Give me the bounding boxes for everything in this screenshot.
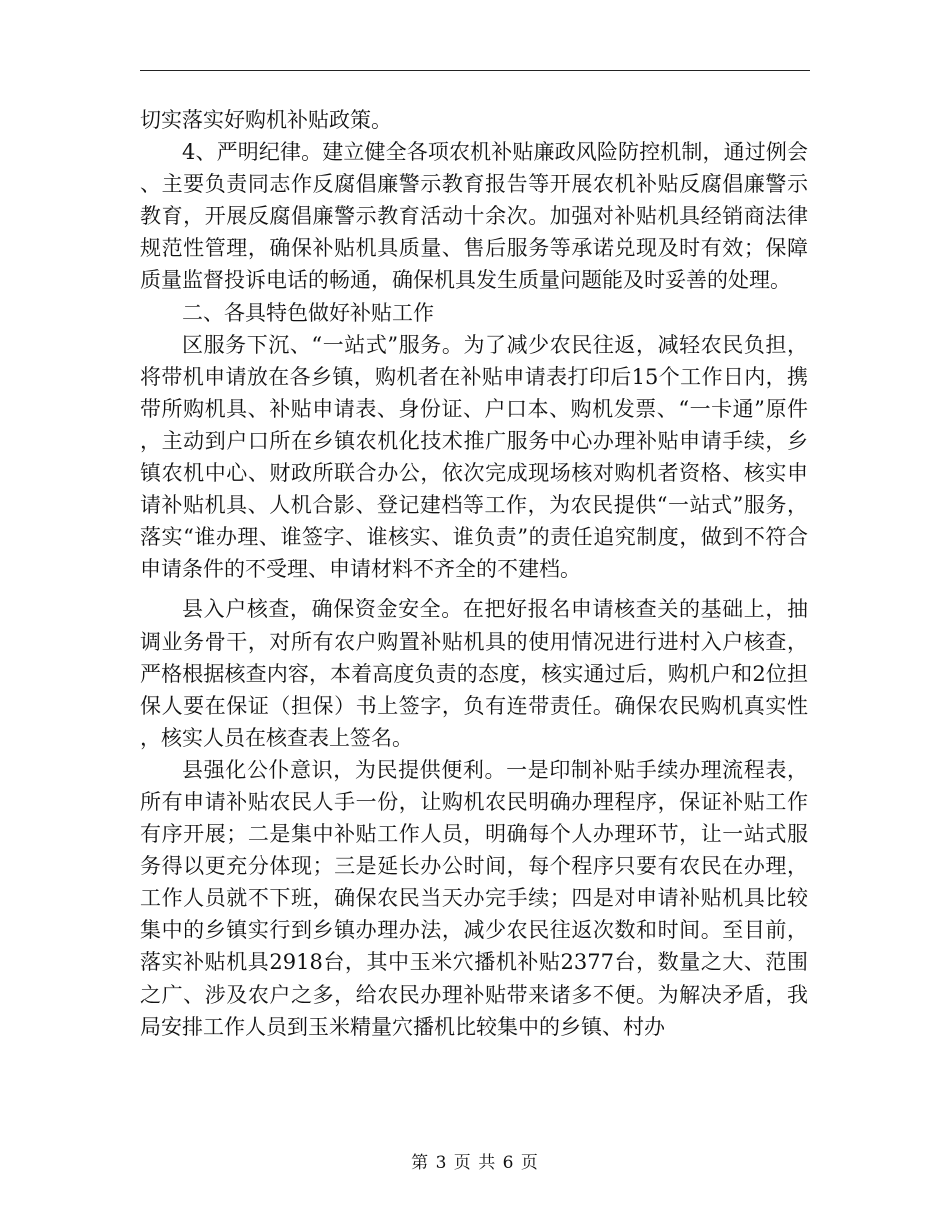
section-heading: 二、各具特色做好补贴工作	[182, 300, 434, 325]
paragraph-1: 切实落实好购机补贴政策。	[140, 108, 392, 132]
document-body	[140, 104, 808, 1043]
paragraph-5: 县强化公仆意识，为民提供便利。一是印制补贴手续办理流程表，所有申请补贴农民人手一份，让购机农民明确办理程序，保证补贴工作有序开展；二是集中补贴工作人员，明确每个人办理环节，让一站式服务得以更充分体现；三是延长办公时间，每个程序只要有农民在办理，工作人员就不下班，确保农民当天办完手续；四是对申请补贴机具比较集中的乡镇实行到乡镇办理办法，减少农民往返次数和时间。至目前，落实补贴机具2918台，其中玉米穴播机补贴2377台，数量之大、范围之广、涉及农户之多，给农民办理补贴带来诸多不便。为解决矛盾，我局安排工作人员到玉米精量穴播机比较集中的乡镇、村办	[140, 757, 808, 1039]
paragraph-4: 县入户核查，确保资金安全。在把好报名申请核查关的基础上，抽调业务骨干，对所有农户购置补贴机具的使用情况进行进村入户核查，严格根据核查内容，本着高度负责的态度，核实通过后，购机户和2位担保人要在保证（担保）书上签字，负有连带责任。确保农民购机真实性，核实人员在核查表上签名。	[140, 597, 808, 750]
header-rule	[140, 70, 810, 71]
page-number-footer: 第 3 页 共 6 页	[411, 1153, 539, 1173]
paragraph-3: 区服务下沉、“一站式”服务。为了减少农民往返，减轻农民负担，将带机申请放在各乡镇，购机者在补贴申请表打印后15个工作日内，携带所购机具、补贴申请表、身份证、户口本、购机发票、“一卡通”原件，主动到户口所在乡镇农机化技术推广服务中心办理补贴申请手续，乡镇农机中心、财政所联合办公，依次完成现场核对购机者资格、核实申请补贴机具、人机合影、登记建档等工作，为农民提供“一站式”服务，落实“谁办理、谁签字、谁核实、谁负责”的责任追究制度，做到不符合申请条件的不受理、申请材料不齐全的不建档。	[140, 332, 808, 582]
paragraph-2: 4、严明纪律。建立健全各项农机补贴廉政风险防控机制，通过例会、主要负责同志作反腐倡廉警示教育报告等开展农机补贴反腐倡廉警示教育，开展反腐倡廉警示教育活动十余次。加强对补贴机具经销商法律规范性管理，确保补贴机具质量、售后服务等承诺兑现及时有效；保障质量监督投诉电话的畅通，确保机具发生质量问题能及时妥善的处理。	[140, 140, 808, 293]
